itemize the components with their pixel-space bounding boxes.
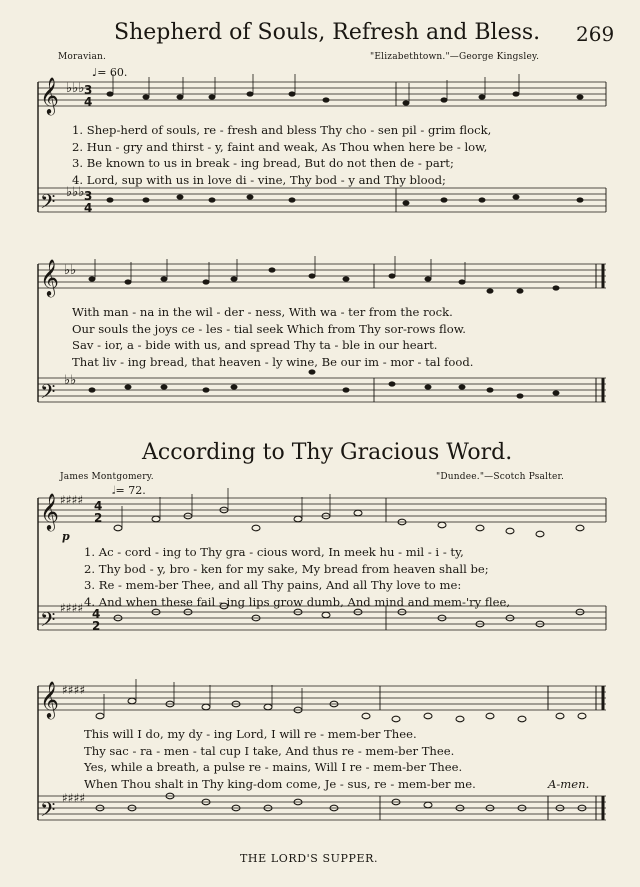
verse-line-3: 3. Re - mem-ber Thee, and all Thy pains, And all Thy love to me:	[84, 578, 462, 593]
page-number: 269	[576, 22, 615, 46]
verse-line-3: 3. Be known to us in break - ing bread, But do not then de - part;	[72, 156, 454, 171]
treble-clef-icon: 𝄞	[40, 258, 59, 296]
bass-clef-icon: 𝄢	[40, 608, 56, 636]
svg-text:♯♯♯♯: ♯♯♯♯	[62, 791, 86, 805]
svg-text:♭♭: ♭♭	[64, 373, 77, 388]
verse-line-2: Thy sac - ra - men - tal cup I take, And thus re - mem-ber Thee.	[84, 743, 455, 758]
svg-text:4: 4	[94, 499, 103, 513]
svg-text:4: 4	[92, 607, 101, 621]
treble-staff	[38, 82, 606, 106]
svg-text:♯♯♯♯: ♯♯♯♯	[60, 601, 84, 615]
hymn-title: Shepherd of Souls, Refresh and Bless.	[114, 20, 541, 45]
tune-credit: "Elizabethtown."—George Kingsley.	[370, 52, 540, 62]
tune-credit: "Dundee."—Scotch Psalter.	[436, 472, 565, 482]
final-barlines	[548, 264, 603, 820]
hymn-title: According to Thy Gracious Word.	[142, 440, 513, 465]
verse-line-4: 4. Lord, sup with us in love di - vine, Thy bod - y and Thy blood;	[72, 172, 446, 187]
amen-label: A-men.	[548, 777, 590, 791]
bass-clef-icon: 𝄢	[40, 190, 56, 218]
verse-line-1: 1. Ac - cord - ing to Thy gra - cious word, In meek hu - mil - i - ty,	[84, 545, 464, 559]
verse-line-1: This will I do, my dy - ing Lord, I will re - mem-ber Thee.	[84, 727, 417, 741]
svg-text:2: 2	[94, 511, 103, 525]
verse-line-1: With man - na in the wil - der - ness, With wa - ter from the rock.	[72, 305, 453, 319]
verse-line-3: Yes, while a breath, a pulse re - mains, Will I re - mem-ber Thee.	[84, 760, 463, 775]
bass-staff	[38, 188, 606, 212]
tempo-marking: 𝅗𝅥= 72.	[112, 484, 146, 497]
bass-clef-icon: 𝄢	[40, 380, 56, 408]
svg-text:♭♭: ♭♭	[64, 263, 77, 278]
verse-line-4: When Thou shalt in Thy king-dom come, Je - sus, re - mem-ber me.	[84, 776, 476, 791]
composer-credit: James Montgomery.	[60, 472, 154, 482]
dynamic-marking: p	[62, 530, 70, 543]
section-footer: THE LORD'S SUPPER.	[240, 852, 379, 865]
verse-line-2: 2. Thy bod - y, bro - ken for my sake, My bread from heaven shall be;	[84, 561, 489, 576]
svg-text:♯♯♯♯: ♯♯♯♯	[60, 493, 84, 507]
treble-clef-icon: 𝄞	[40, 492, 59, 530]
tempo-marking: ♩= 60.	[92, 66, 128, 79]
svg-text:4: 4	[84, 201, 93, 215]
svg-text:3: 3	[84, 83, 93, 97]
svg-text:♭♭♭: ♭♭♭	[66, 81, 85, 96]
verse-line-4: That liv - ing bread, that heaven - ly wine, Be our im - mor - tal food.	[72, 354, 474, 369]
svg-text:3: 3	[84, 189, 93, 203]
verse-line-1: 1. Shep-herd of souls, re - fresh and bless Thy cho - sen pil - grim flock,	[72, 123, 492, 137]
treble-clef-icon: 𝄞	[40, 680, 59, 718]
composer-credit: Moravian.	[58, 52, 107, 62]
treble-clef-icon: 𝄞	[40, 76, 59, 114]
verse-line-3: Sav - ior, a - bide with us, and spread Thy ta - ble in our heart.	[72, 338, 438, 353]
svg-text:4: 4	[84, 95, 93, 109]
bass-clef-icon: 𝄢	[40, 798, 56, 826]
verse-line-2: Our souls the joys ce - les - tial seek Which from Thy sor-rows flow.	[72, 321, 466, 336]
verse-line-2: 2. Hun - gry and thirst - y, faint and weak, As Thou when here be - low,	[72, 139, 488, 154]
svg-text:♭♭♭: ♭♭♭	[66, 185, 85, 200]
verse-line-4: 4. And when these fail - ing lips grow dumb, And mind and mem-'ry flee,	[84, 594, 511, 609]
svg-text:2: 2	[92, 619, 101, 633]
svg-text:♯♯♯♯: ♯♯♯♯	[62, 683, 86, 697]
